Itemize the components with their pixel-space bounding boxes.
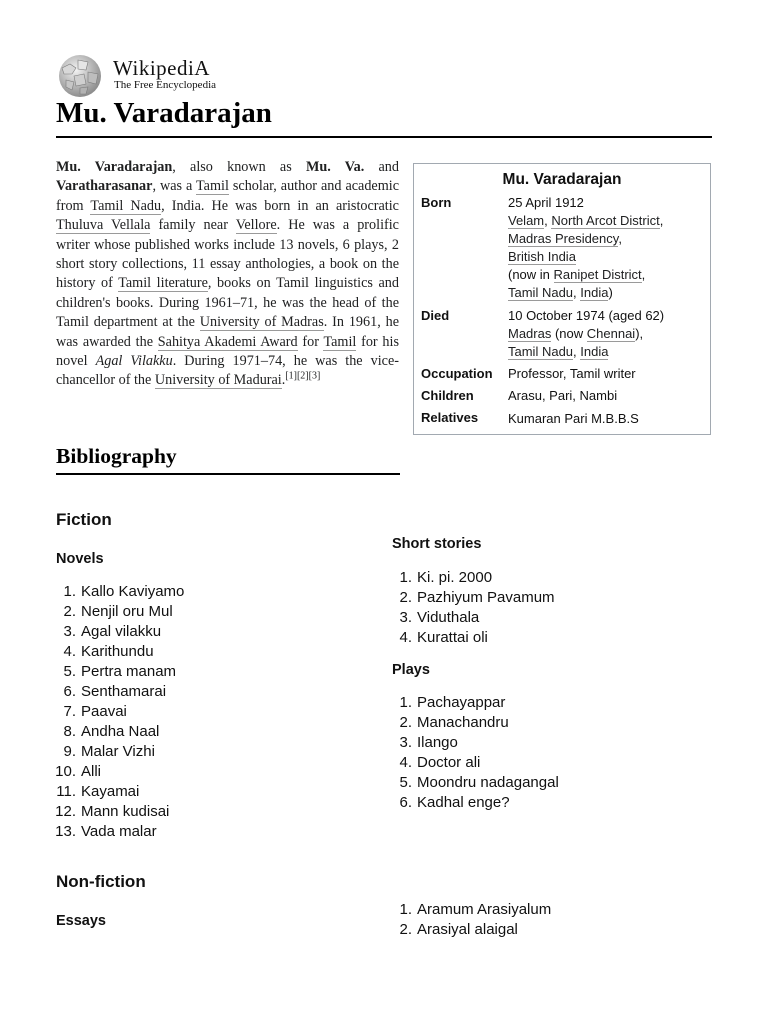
list-marker: 1. (399, 694, 412, 711)
link-sahitya-akademi-award[interactable]: Sahitya Akademi Award (157, 333, 298, 350)
list-marker: 4. (63, 643, 76, 660)
link-velam[interactable]: Velam (508, 213, 545, 228)
list-item (399, 693, 559, 713)
list-item-text: Nenjil oru Mul (81, 603, 173, 620)
list-marker: 4. (399, 629, 412, 646)
plays-heading: Plays (392, 662, 430, 678)
alias-1: Mu. Va. (305, 159, 365, 175)
infobox-title: Mu. Varadarajan (502, 171, 622, 188)
infobox-died-value: 10 October 1974 (aged 62) Madras (now Chennai), Tamil Nadu, India (508, 308, 665, 359)
list-item-text: Andha Naal (81, 723, 160, 740)
list-item-text: Pazhiyum Pavamum (417, 589, 555, 606)
link-tamil-literature[interactable]: Tamil literature (118, 275, 208, 292)
short-stories-list (399, 568, 555, 648)
novels-list (55, 582, 185, 842)
link-chennai[interactable]: Chennai (586, 326, 636, 341)
list-item (63, 722, 184, 742)
novel-title: Agal Vilakku (95, 353, 173, 370)
essays-list (399, 900, 552, 940)
list-item-text: Paavai (81, 703, 127, 720)
list-item (63, 682, 184, 702)
list-item-text: Pachayappar (417, 694, 506, 711)
non-fiction-heading: Non-fiction (56, 872, 146, 891)
list-marker: 5. (399, 774, 412, 791)
infobox-children-label: Children (421, 388, 474, 403)
list-item (399, 588, 555, 608)
list-item-text: Kurattai oli (417, 629, 488, 646)
title-divider (56, 136, 712, 138)
infobox (413, 163, 711, 435)
list-marker: 3. (399, 734, 412, 751)
link-tamil-nadu[interactable]: Tamil Nadu (90, 197, 162, 214)
subject-name: Mu. Varadarajan (56, 159, 173, 175)
infobox-relatives-label: Relatives (421, 410, 479, 425)
list-marker: 7. (63, 703, 76, 720)
essays-heading: Essays (56, 913, 106, 929)
list-item-text: Moondru nadagangal (417, 774, 559, 791)
list-item (399, 733, 559, 753)
link-tamil[interactable]: Tamil (196, 178, 229, 195)
link-north-arcot-district[interactable]: North Arcot District (551, 213, 660, 228)
infobox-died-label: Died (421, 308, 450, 323)
list-item (399, 628, 555, 648)
list-marker: 10. (55, 763, 76, 780)
alias-2: Varatharasanar (56, 178, 153, 195)
list-item-text: Ki. pi. 2000 (417, 569, 493, 586)
list-marker: 1. (63, 583, 76, 600)
link-university-of-madurai[interactable]: University of Madurai (154, 372, 282, 389)
list-marker: 2. (63, 603, 76, 620)
list-item (56, 782, 184, 802)
list-item (63, 582, 185, 602)
fiction-heading: Fiction (56, 510, 112, 529)
link-madras[interactable]: Madras (508, 326, 552, 341)
list-marker: 4. (399, 754, 412, 771)
list-item (63, 742, 184, 762)
link-ranipet-district[interactable]: Ranipet District (553, 267, 642, 282)
wikipedia-tagline: The Free Encyclopedia (114, 79, 217, 91)
list-item (399, 608, 555, 628)
list-marker: 2. (399, 921, 412, 938)
link-thuluva-vellala[interactable]: Thuluva Vellala (56, 217, 151, 234)
link-vellore[interactable]: Vellore (235, 217, 277, 234)
link-british-india[interactable]: British India (508, 249, 576, 264)
list-marker: 3. (63, 623, 76, 640)
bibliography-divider (56, 473, 400, 475)
list-item-text: Doctor ali (417, 754, 481, 771)
link-tamil-nadu-died[interactable]: Tamil Nadu (508, 344, 574, 359)
list-item-text: Senthamarai (81, 683, 167, 700)
infobox-born-label: Born (421, 195, 452, 210)
list-marker: 1. (399, 901, 412, 918)
list-item (55, 802, 184, 822)
list-item-text: Alli (81, 763, 102, 780)
wikipedia-globe-logo[interactable] (56, 54, 104, 98)
short-stories-heading: Short stories (392, 536, 482, 552)
plays-list (399, 693, 559, 813)
list-marker: 2. (399, 714, 412, 731)
link-india-born[interactable]: India (580, 285, 609, 300)
link-university-of-madras[interactable]: University of Madras (199, 314, 324, 331)
list-item (63, 622, 184, 642)
list-item (63, 642, 184, 662)
infobox-children-value: Arasu, Pari, Nambi (508, 388, 618, 403)
list-item (399, 713, 559, 733)
infobox-occupation-label: Occupation (421, 366, 493, 381)
reference-links[interactable]: [1][2][3] (285, 370, 321, 382)
list-item-text: Vada malar (81, 823, 157, 840)
link-india-died[interactable]: India (580, 344, 609, 359)
page-title: Mu. Varadarajan (56, 97, 272, 129)
list-item-text: Agal vilakku (81, 623, 162, 640)
list-item (399, 753, 559, 773)
list-item (63, 662, 184, 682)
list-item-text: Arasiyal alaigal (417, 921, 518, 938)
list-marker: 11. (56, 783, 76, 800)
list-item (55, 762, 184, 782)
infobox-occupation-value: Professor, Tamil writer (508, 366, 636, 381)
link-madras-presidency[interactable]: Madras Presidency (508, 231, 619, 246)
infobox-relatives-value: Kumaran Pari M.B.B.S (508, 411, 639, 426)
list-marker: 13. (55, 823, 76, 840)
list-item-text: Ilango (417, 734, 458, 751)
list-marker: 5. (63, 663, 76, 680)
infobox-born-value: 25 April 1912 Velam, North Arcot District, Madras Presidency, British India (now in Ranipet District, Tamil Nadu, India) (508, 195, 664, 300)
list-item-text: Pertra manam (81, 663, 177, 680)
list-item-text: Karithundu (81, 643, 154, 660)
list-item (399, 568, 555, 588)
list-item-text: Kadhal enge? (417, 794, 510, 811)
list-item (399, 793, 559, 813)
list-item-text: Kayamai (81, 783, 140, 800)
list-item (55, 822, 184, 842)
list-marker: 6. (63, 683, 76, 700)
list-item (399, 773, 559, 793)
list-item-text: Viduthala (417, 609, 480, 626)
list-marker: 2. (399, 589, 412, 606)
list-item (399, 900, 552, 920)
list-item-text: Aramum Arasiyalum (417, 901, 552, 918)
list-marker: 9. (63, 743, 76, 760)
link-tamil-2[interactable]: Tamil (323, 333, 357, 350)
wikipedia-wordmark[interactable]: WikipediA (113, 56, 210, 80)
link-tamil-nadu-born[interactable]: Tamil Nadu (508, 285, 574, 300)
list-marker: 12. (55, 803, 76, 820)
list-item (63, 702, 184, 722)
list-item-text: Mann kudisai (81, 803, 170, 820)
lead-paragraph: Mu. Varadarajan, also known as Mu. Va. and Varatharasanar, was a Tamil scholar, author and academic from Tamil Nadu, India. He was born in an aristocratic Thuluva Vellala family near Vellore. He was a prolific writer whose published works include 13 novels, 6 plays, 2 short story collections, 11 essay anthologies, a book on the history of Tamil literature, books on Tamil linguistics and children's books. During 1961–71, he was the head of the Tamil department at the University of Madras. In 1961, he was awarded the Sahitya Akademi Award for Tamil for his novel Agal Vilakku. During 1971–74, he was the vice-chancellor of the University of Madurai.[1][2][3] (56, 159, 400, 389)
list-marker: 3. (399, 609, 412, 626)
list-item (63, 602, 184, 622)
list-marker: 8. (63, 723, 76, 740)
list-item-text: Manachandru (417, 714, 509, 731)
bibliography-heading: Bibliography (56, 444, 177, 468)
list-marker: 1. (399, 569, 412, 586)
novels-heading: Novels (56, 551, 104, 567)
list-marker: 6. (399, 794, 412, 811)
list-item (399, 920, 551, 940)
list-item-text: Malar Vizhi (81, 743, 155, 760)
list-item-text: Kallo Kaviyamo (81, 583, 185, 600)
